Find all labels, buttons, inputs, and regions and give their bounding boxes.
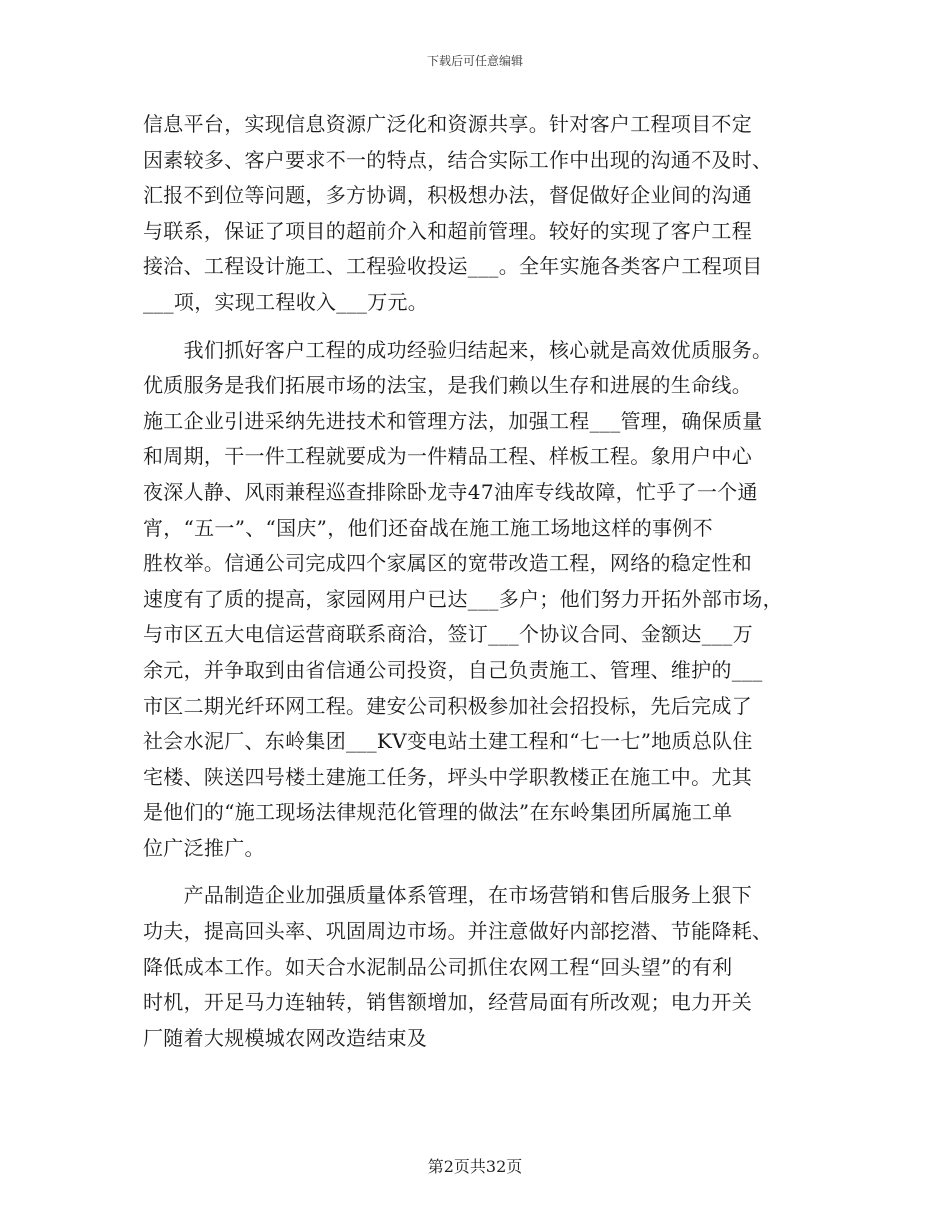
page-header: 下载后可任意编辑 bbox=[426, 54, 523, 68]
text-line: 是他们的“施工现场法律规范化管理的做法”在东岭集团所属施工单 bbox=[143, 800, 733, 825]
text-line: 胜枚举。信通公司完成四个家属区的宽带改造工程，网络的稳定性和 bbox=[143, 551, 752, 576]
text-line: 接洽、工程设计施工、工程验收投运___。全年实施各类客户工程项目 bbox=[143, 254, 763, 279]
text-line: ___项，实现工程收入___万元。 bbox=[143, 289, 429, 314]
text-line: 我们抓好客户工程的成功经验归结起来，核心就是高效优质服务。 bbox=[143, 337, 773, 362]
paragraph-gap bbox=[143, 321, 819, 333]
text-line: 功夫，提高回头率、巩固周边市场。并注意做好内部挖潜、节能降耗、 bbox=[143, 919, 773, 944]
text-line: 社会水泥厂、东岭集团___KV变电站土建工程和“七一七”地质总队住 bbox=[143, 729, 753, 754]
text-line: 宵，“五一”、“国庆”，他们还奋战在施工施工场地这样的事例不 bbox=[143, 515, 713, 540]
text-line: 汇报不到位等问题，多方协调，积极想办法，督促做好企业间的沟通 bbox=[143, 183, 752, 208]
text-line: 夜深人静、风雨兼程巡查排除卧龙寺47油库专线故障，忙乎了一个通 bbox=[143, 479, 758, 504]
text-line: 速度有了质的提高，家园网用户已达___多户；他们努力开拓外部市场， bbox=[143, 586, 783, 611]
text-line: 时机，开足马力连轴转，销售额增加，经营局面有所改观；电力开关 bbox=[143, 990, 752, 1015]
text-line: 与联系，保证了项目的超前介入和超前管理。较好的实现了客户工程 bbox=[143, 218, 752, 243]
text-line: 因素较多、客户要求不一的特点，结合实际工作中出现的沟通不及时、 bbox=[143, 147, 773, 172]
text-line: 市区二期光纤环网工程。建安公司积极参加社会招投标，先后完成了 bbox=[143, 693, 752, 718]
text-line: 优质服务是我们拓展市场的法宝，是我们赖以生存和进展的生命线。 bbox=[143, 373, 752, 398]
text-line: 降低成本工作。如天合水泥制品公司抓住农网工程“回头望”的有利 bbox=[143, 954, 733, 979]
page-number: 第2页共32页 bbox=[427, 1157, 523, 1176]
text-line: 位广泛推广。 bbox=[143, 835, 265, 860]
text-line: 与市区五大电信运营商联系商洽，签订___个协议合同、金额达___万 bbox=[143, 622, 753, 647]
text-line: 施工企业引进采纳先进技术和管理方法，加强工程___管理，确保质量 bbox=[143, 408, 763, 433]
paragraph-gap bbox=[143, 866, 819, 878]
text-line: 产品制造企业加强质量体系管理，在市场营销和售后服务上狠下 bbox=[143, 883, 752, 908]
text-line: 余元，并争取到由省信通公司投资，自己负责施工、管理、维护的___ bbox=[143, 657, 763, 682]
text-line: 厂随着大规模城农网改造结束及 bbox=[143, 1025, 428, 1050]
text-line: 信息平台，实现信息资源广泛化和资源共享。针对客户工程项目不定 bbox=[143, 112, 752, 136]
document-body bbox=[143, 107, 819, 1056]
text-line: 和周期，干一件工程就要成为一件精品工程、样板工程。象用户中心 bbox=[143, 444, 752, 469]
text-line: 宅楼、陕送四号楼土建施工任务，坪头中学职教楼正在施工中。尤其 bbox=[143, 764, 752, 789]
